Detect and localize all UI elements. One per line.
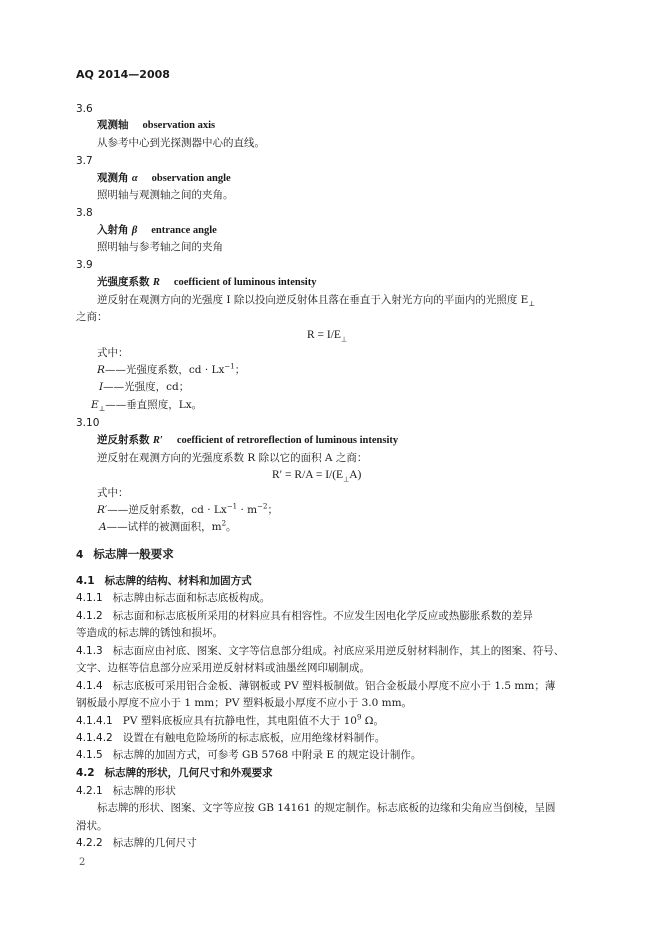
term-chinese: 观测角 [97,172,129,184]
formula-text: R = I/E [307,329,341,341]
variable-symbol: R [97,364,105,376]
term-symbol: β [131,225,138,236]
section-title: 标志牌一般要求 [93,547,174,561]
variable-text: ——光强度系数，cd · Lx [104,364,225,376]
variable-text: ——垂直照度，Lx。 [105,399,203,411]
term-chinese: 逆反射系数 [97,434,150,446]
where-label: 式中： [97,487,129,499]
section-number: 4 [76,549,84,561]
term-heading [97,171,231,186]
subsection-number: 4.2 [76,767,95,779]
subscript: ⊥ [343,475,350,484]
clause-text: 标志牌的加固方式，可参考 GB 5768 中附录 E 的规定设计制作。 [112,749,422,761]
term-definition: 从参考中心到光探测器中心的直线。 [97,137,265,149]
term-definition: 照明轴与观测轴之间的夹角。 [97,189,234,201]
clause-number: 3.6 [76,103,93,115]
term-definition: 照明轴与参考轴之间的夹角 [97,241,223,253]
clause-continuation: 等造成的标志牌的锈蚀和损坏。 [76,627,223,639]
clause-number: 3.9 [76,259,93,271]
term-symbol: R [152,277,160,288]
clause [76,731,385,745]
clause-text: PV 塑料底板应具有抗静电性，其电阻值不大于 10 [122,715,357,727]
clause [76,748,421,762]
clause-number: 4.2.2 [76,837,103,849]
clause-number: 3.7 [76,155,93,167]
subsection-number: 4.1 [76,575,95,587]
subsection-heading [76,766,273,780]
variable-definition [97,503,278,517]
clause-number: 4.1.4.2 [76,732,113,744]
formula-text: R′ = R/A = I/(E [272,469,344,481]
clause-number: 4.1.4.1 [76,715,113,727]
clause-title: 标志牌的形状 [112,785,176,797]
clause-text: 标志面应由衬底、图案、文字等信息部分组成。衬底应采用逆反射材料制作，其上的图案、符号、 [112,645,565,657]
superscript: 9 [356,713,362,722]
term-symbol: R′ [152,435,163,446]
clause-text: 标志牌由标志面和标志底板构成。 [112,592,271,604]
clause-continuation: 钢板最小厚度不应小于 1 mm；PV 塑料板最小厚度不应小于 3.0 mm。 [76,697,413,709]
clause-heading [76,836,197,850]
clause [76,591,270,605]
term-chinese: 观测轴 [97,119,129,131]
variable-definition [91,398,202,412]
clause-number: 4.1.1 [76,592,103,604]
variable-symbol: R′ [97,504,108,516]
variable-definition [97,363,245,377]
punctuation: ； [267,504,278,516]
variable-text: · m [237,504,258,516]
page-number: 2 [79,857,86,868]
variable-definition [99,380,189,394]
clause-heading [76,784,176,798]
definition-text: 逆反射在观测方向的光强度 I 除以投向逆反射体且落在垂直于入射光方向的平面内的光照度 E [97,294,529,306]
variable-text: ——试样的被测面积，m [106,521,222,533]
formula [272,468,361,482]
term-english: observation angle [151,173,231,184]
clause-text: Ω。 [361,715,384,727]
clause-continuation: 滑状。 [76,820,108,832]
formula-text: A) [349,469,362,481]
subscript: ⊥ [340,335,348,344]
variable-text: ——光强度，cd； [103,381,190,393]
term-symbol: α [131,173,138,184]
variable-symbol: A [99,521,107,533]
superscript: −2 [257,502,268,511]
standard-number: AQ 2014—2008 [76,68,170,81]
clause-number: 3.10 [76,417,100,429]
clause [76,644,564,658]
punctuation: ； [234,364,246,376]
subsection-title: 标志牌的结构、材料和加固方式 [104,575,252,587]
term-chinese: 入射角 [97,224,129,236]
subsection-heading [76,574,252,588]
superscript: 2 [221,519,227,528]
clause-text: 标志面和标志底板所采用的材料应具有相容性。不应发生因电化学反应或热膨胀系数的差异 [112,610,533,622]
term-english: coefficient of luminous intensity [173,277,317,288]
punctuation: 。 [226,521,237,533]
clause-number: 4.1.4 [76,680,103,692]
clause-number: 4.1.3 [76,645,103,657]
clause-number: 4.2.1 [76,785,103,797]
clause-text: 设置在有触电危险场所的标志底板，应用绝缘材料制作。 [122,732,386,744]
where-label: 式中： [97,347,129,359]
clause [76,714,384,728]
subsection-title: 标志牌的形状，几何尺寸和外观要求 [104,767,273,779]
term-heading [97,433,398,448]
variable-text: ——逆反射系数，cd · Lx [107,504,227,516]
subscript: ⊥ [98,405,106,414]
term-english: coefficient of retroreflection of luminous intensity [176,435,399,446]
clause [76,679,555,693]
clause [76,609,533,623]
term-heading [97,118,215,133]
clause-number: 3.8 [76,207,93,219]
formula [307,328,347,342]
clause-number: 4.1.2 [76,610,103,622]
term-english: observation axis [142,120,216,131]
variable-symbol: I [99,381,104,393]
term-definition [97,293,535,307]
term-heading [97,223,217,238]
variable-symbol: E [91,399,99,411]
term-chinese: 光强度系数 [97,276,150,288]
definition-continuation: 之商： [76,311,108,323]
clause-number: 4.1.5 [76,749,103,761]
clause-text: 标志牌的形状、图案、文字等应按 GB 14161 的规定制作。标志底板的边缘和尖角应当倒棱，呈圆 [97,802,556,814]
clause-text: 标志底板可采用铝合金板、薄钢板或 PV 塑料板制做。铝合金板最小厚度不应小于 1.5 mm；薄 [112,680,556,692]
clause-continuation: 文字、边框等信息部分应采用逆反射材料或油墨丝网印刷制成。 [76,662,370,674]
superscript: −1 [224,362,235,371]
term-english: entrance angle [151,225,217,236]
clause-title: 标志牌的几何尺寸 [112,837,197,849]
section-heading [76,547,174,562]
term-definition: 逆反射在观测方向的光强度系数 R 除以它的面积 A 之商： [97,452,368,464]
superscript: −1 [226,502,238,511]
subscript: ⊥ [528,300,535,309]
term-heading [97,275,316,290]
variable-definition [99,520,237,534]
